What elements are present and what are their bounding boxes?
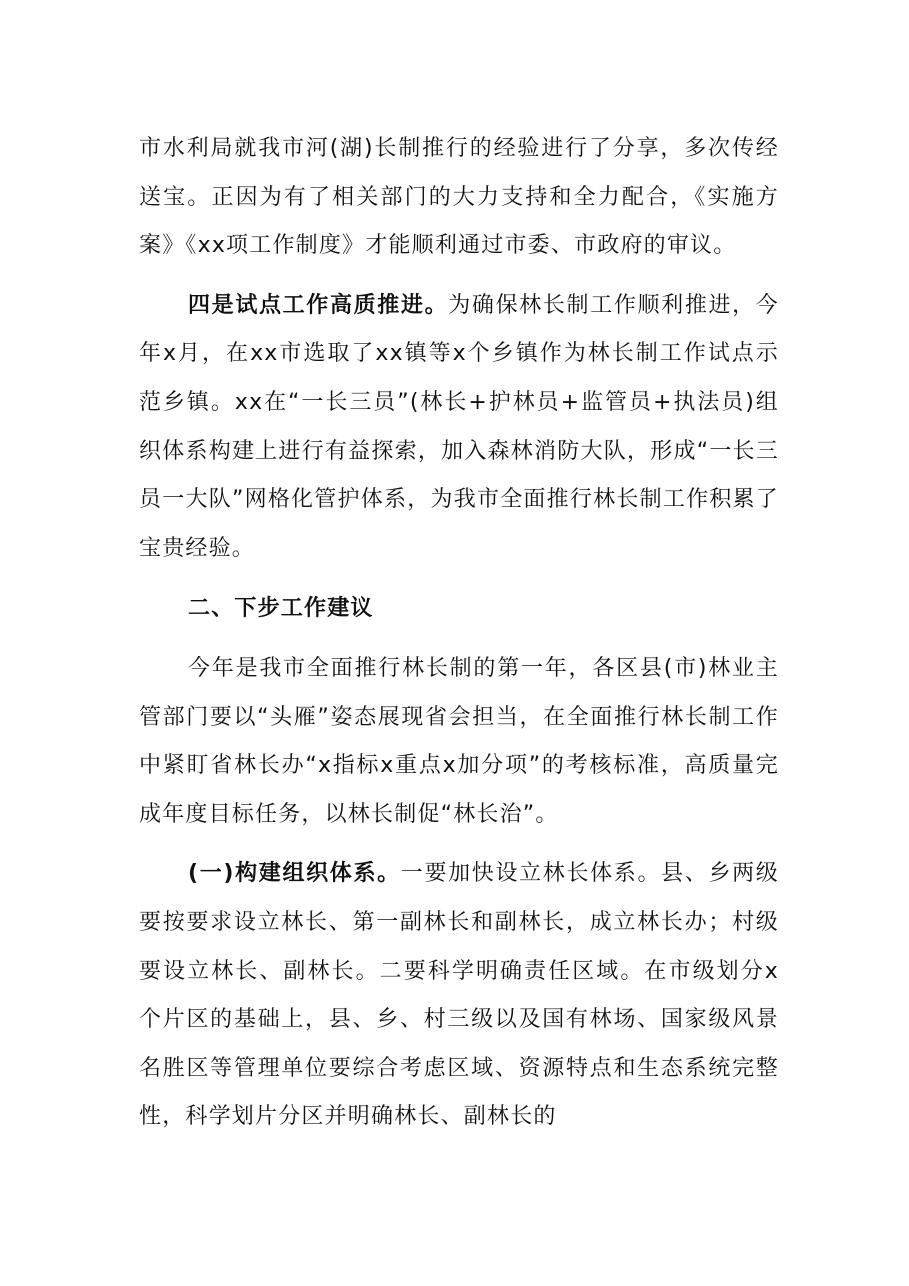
paragraph-lead: (一)构建组织体系。 <box>188 861 401 887</box>
paragraph-text: 为确保林长制工作顺利推进，今年x月，在xx市选取了xx镇等x个乡镇作为林长制工作试点示范乡镇。xx在“一长三员”(林长+护林员+监管员+执法员)组织体系构建上进行有益探索，加入森林消防大队，形成“一长三员一大队”网格化管护体系，为我市全面推行林长制工作积累了宝贵经验。 <box>139 292 780 561</box>
paragraph-pilot-work <box>139 282 779 574</box>
paragraph-lead: 四是试点工作高质推进。 <box>188 292 449 318</box>
paragraph-this-year <box>139 645 779 839</box>
paragraph-text: 一要加快设立林长体系。县、乡两级要按要求设立林长、第一副林长和副林长，成立林长办；村级要设立林长、副林长。二要科学明确责任区域。在市级划分x个片区的基础上，县、乡、村三级以及国有林场、国家级风景名胜区等管理单位要综合考虑区域、资源特点和生态系统完整性，科学划片分区并明确林长、副林长的 <box>139 861 779 1130</box>
paragraph-build-organization <box>139 850 779 1142</box>
paragraph-text: 今年是我市全面推行林长制的第一年，各区县(市)林业主管部门要以“头雁”姿态展现省会担当，在全面推行林长制工作中紧盯省林长办“x指标x重点x加分项”的考核标准，高质量完成年度目标任务，以林长制促“林长治”。 <box>139 655 779 827</box>
paragraph-text: 市水利局就我市河(湖)长制推行的经验进行了分享，多次传经送宝。正因为有了相关部门的大力支持和全力配合，《实施方案》《xx项工作制度》才能顺利通过市委、市政府的审议。 <box>139 136 779 259</box>
paragraph-continuation <box>139 125 779 271</box>
section-heading: 二、下步工作建议 <box>188 596 374 622</box>
document-body <box>139 125 779 1142</box>
